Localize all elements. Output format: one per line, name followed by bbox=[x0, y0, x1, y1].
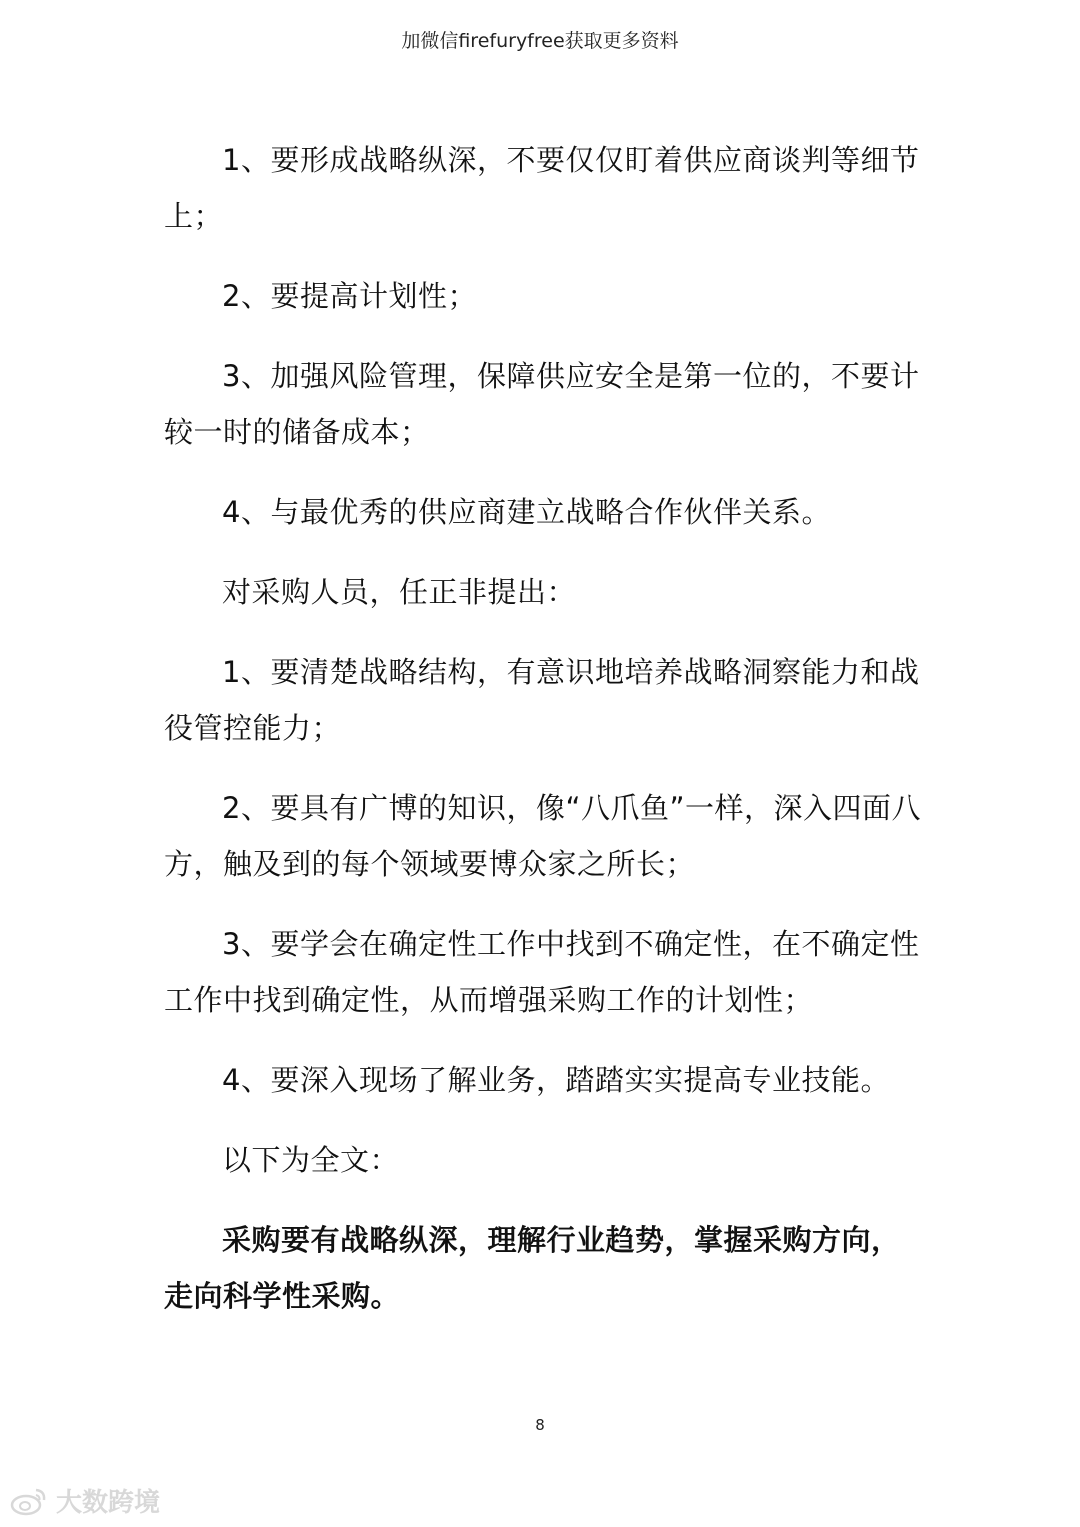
paragraph-8: 3、要学会在确定性工作中找到不确定性，在不确定性工作中找到确定性，从而增强采购工作的计划性； bbox=[164, 927, 920, 1017]
paragraph-5: 对采购人员，任正非提出： bbox=[222, 575, 577, 609]
page-number-text: 8 bbox=[535, 1416, 545, 1434]
watermark-text: 大数跨境 bbox=[56, 1488, 161, 1518]
paragraph-7: 2、要具有广博的知识，像“八爪鱼”一样，深入四面八方，触及到的每个领域要博众家之所长； bbox=[164, 791, 921, 881]
paragraph-2: 2、要提高计划性； bbox=[222, 279, 477, 313]
paragraph-3: 3、加强风险管理，保障供应安全是第一位的，不要计较一时的储备成本； bbox=[164, 359, 920, 449]
paragraph-9: 4、要深入现场了解业务，踏踏实实提高专业技能。 bbox=[222, 1063, 890, 1097]
section-heading: 采购要有战略纵深，理解行业趋势，掌握采购方向，走向科学性采购。 bbox=[164, 1223, 901, 1313]
page-header bbox=[0, 26, 1080, 56]
weibo-logo-icon bbox=[10, 1486, 48, 1516]
document-body bbox=[164, 132, 924, 1348]
watermark bbox=[10, 1482, 160, 1519]
paragraph-4: 4、与最优秀的供应商建立战略合作伙伴关系。 bbox=[222, 495, 831, 529]
header-text: 加微信firefuryfree获取更多资料 bbox=[401, 30, 679, 52]
paragraph-1: 1、要形成战略纵深，不要仅仅盯着供应商谈判等细节上； bbox=[164, 143, 920, 233]
paragraph-10: 以下为全文： bbox=[222, 1143, 400, 1177]
page-number bbox=[0, 1416, 1080, 1434]
paragraph-6: 1、要清楚战略结构，有意识地培养战略洞察能力和战役管控能力； bbox=[164, 655, 920, 745]
